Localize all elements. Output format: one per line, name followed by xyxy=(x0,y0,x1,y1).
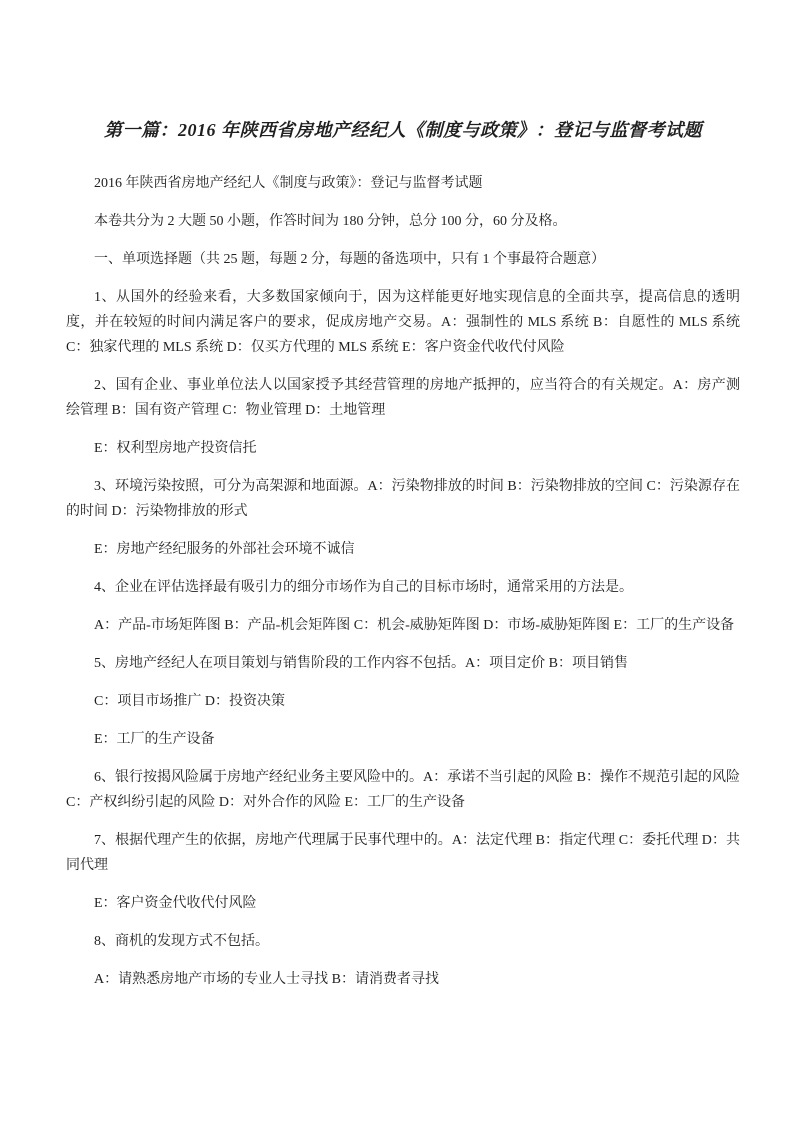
question-5-option-e: E：工厂的生产设备 xyxy=(94,732,215,747)
document-title: 第一篇：2016 年陕西省房地产经纪人《制度与政策》：登记与监督考试题 xyxy=(104,120,702,140)
exam-info-paragraph: 本卷共分为 2 大题 50 小题，作答时间为 180 分钟，总分 100 分，60 分及格。 xyxy=(94,214,567,229)
question-1: 1、从国外的经验来看，大多数国家倾向于，因为这样能更好地实现信息的全面共享，提高信息的透明度，并在较短的时间内满足客户的要求，促成房地产交易。A：强制性的 MLS 系统 B：自愿性的 MLS 系统 C：独家代理的 MLS 系统 D：仅买方代理的 MLS 系统 E：客户资金代收代付风险 xyxy=(66,290,740,355)
section-one-heading: 一、单项选择题（共 25 题，每题 2 分，每题的备选项中，只有 1 个事最符合题意） xyxy=(94,252,605,267)
question-7: 7、根据代理产生的依据，房地产代理属于民事代理中的。A：法定代理 B：指定代理 C：委托代理 D：共同代理 xyxy=(66,833,740,873)
question-6: 6、银行按揭风险属于房地产经纪业务主要风险中的。A：承诺不当引起的风险 B：操作不规范引起的风险 C：产权纠纷引起的风险 D：对外合作的风险 E：工厂的生产设备 xyxy=(66,770,740,810)
question-2-option-e: E：权利型房地产投资信托 xyxy=(94,441,257,456)
question-4: 4、企业在评估选择最有吸引力的细分市场作为自己的目标市场时，通常采用的方法是。 xyxy=(94,580,633,595)
question-7-option-e: E：客户资金代收代付风险 xyxy=(94,896,257,911)
question-3: 3、环境污染按照，可分为高架源和地面源。A：污染物排放的时间 B：污染物排放的空间 C：污染源存在的时间 D：污染物排放的形式 xyxy=(66,479,740,519)
question-2: 2、国有企业、事业单位法人以国家授予其经营管理的房地产抵押的，应当符合的有关规定。A：房产测绘管理 B：国有资产管理 C：物业管理 D：土地管理 xyxy=(66,378,740,418)
subtitle-paragraph: 2016 年陕西省房地产经纪人《制度与政策》：登记与监督考试题 xyxy=(94,176,483,191)
question-8-options-ab: A：请熟悉房地产市场的专业人士寻找 B：请消费者寻找 xyxy=(94,972,439,987)
document-body xyxy=(66,171,740,992)
question-8: 8、商机的发现方式不包括。 xyxy=(94,934,269,949)
question-4-options: A：产品-市场矩阵图 B：产品-机会矩阵图 C：机会-威胁矩阵图 D：市场-威胁矩阵图 E：工厂的生产设备 xyxy=(94,618,735,633)
question-3-option-e: E：房地产经纪服务的外部社会环境不诚信 xyxy=(94,542,355,557)
question-5: 5、房地产经纪人在项目策划与销售阶段的工作内容不包括。A：项目定价 B：项目销售 xyxy=(94,656,628,671)
question-5-options-cd: C：项目市场推广 D：投资决策 xyxy=(94,694,285,709)
